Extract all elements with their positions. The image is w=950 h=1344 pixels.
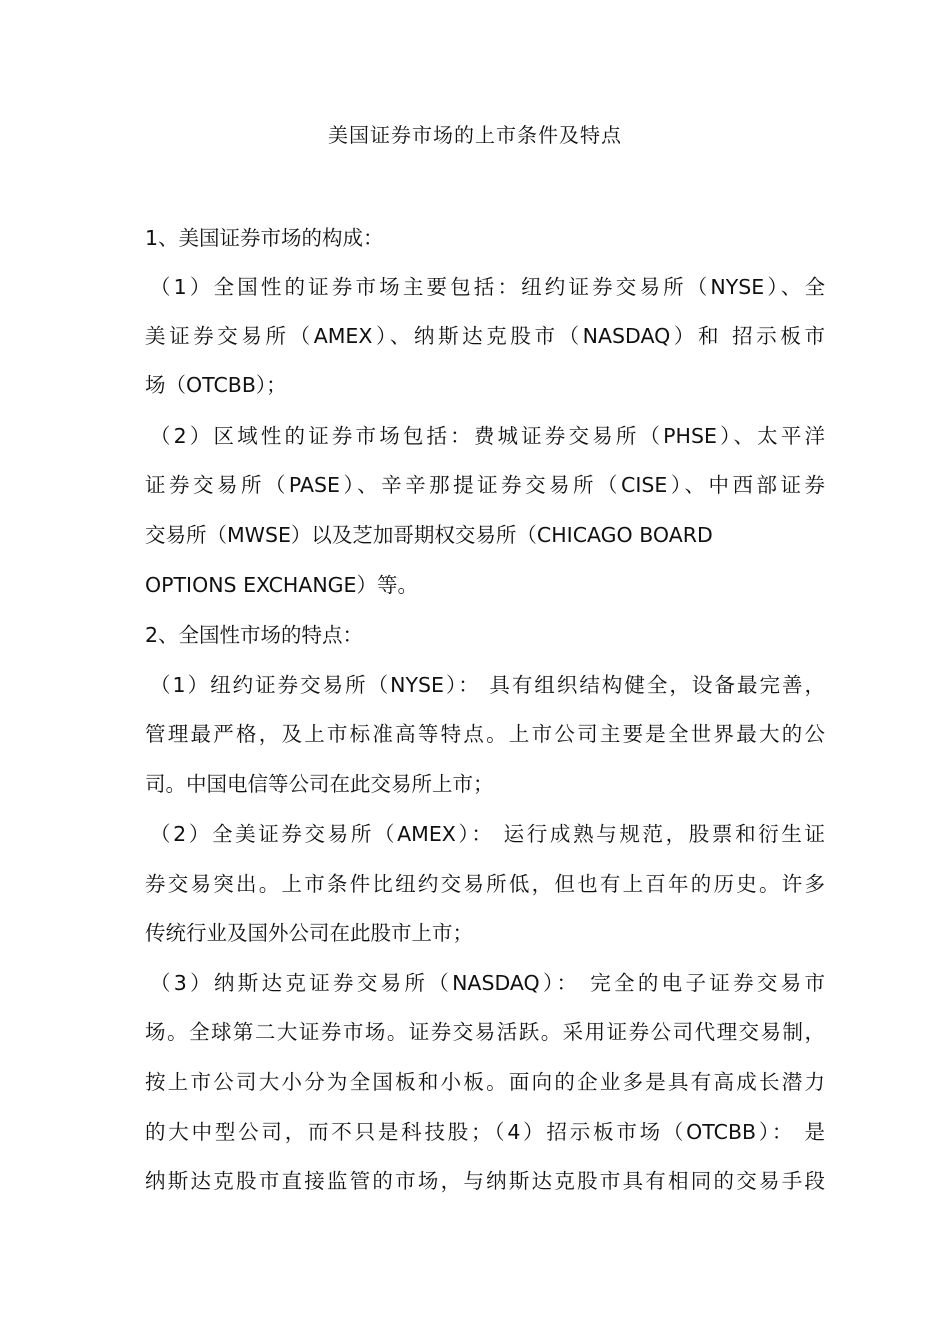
paragraph-line: 传统行业及国外公司在此股市上市； xyxy=(145,921,473,945)
paragraph-line: 司。中国电信等公司在此交易所上市； xyxy=(145,772,494,796)
paragraph-line: （1）全国性的证券市场主要包括：纽约证券交易所（NYSE）、全 xyxy=(150,275,825,299)
paragraph-line: 交易所（MWSE）以及芝加哥期权交易所（CHICAGO BOARD xyxy=(145,523,713,547)
paragraph-line: （2）区域性的证券市场包括：费城证券交易所（PHSE）、太平洋 xyxy=(150,424,825,448)
section-heading-2: 2、全国性市场的特点： xyxy=(145,623,364,647)
paragraph-line: （3）纳斯达克证券交易所（NASDAQ）： 完全的电子证券交易市 xyxy=(150,971,825,995)
paragraph-line: 场（OTCBB）； xyxy=(145,373,287,397)
paragraph-line: 券交易突出。上市条件比纽约交易所低，但也有上百年的历史。许多 xyxy=(145,872,825,896)
paragraph-line: 管理最严格，及上市标准高等特点。上市公司主要是全世界最大的公 xyxy=(145,722,825,746)
paragraph-line: 美证券交易所（AMEX）、纳斯达克股市（NASDAQ）和 招示板市 xyxy=(145,324,825,348)
paragraph-line: 纳斯达克股市直接监管的市场，与纳斯达克股市具有相同的交易手段 xyxy=(145,1169,825,1193)
paragraph-line: OPTIONS EXCHANGE）等。 xyxy=(145,573,418,597)
section-heading-1: 1、美国证券市场的构成： xyxy=(145,226,384,250)
paragraph-line: （2）全美证券交易所（AMEX）： 运行成熟与规范，股票和衍生证 xyxy=(150,822,825,846)
paragraph-line: 按上市公司大小分为全国板和小板。面向的企业多是具有高成长潜力 xyxy=(145,1070,825,1094)
paragraph-line: （1）纽约证券交易所（NYSE）： 具有组织结构健全，设备最完善， xyxy=(150,673,825,697)
paragraph-line: 场。全球第二大证券市场。证券交易活跃。采用证券公司代理交易制， xyxy=(145,1020,825,1044)
paragraph-line: 的大中型公司，而不只是科技股；（4）招示板市场（OTCBB）： 是 xyxy=(145,1120,825,1144)
paragraph-line: 证券交易所（PASE）、辛辛那提证券交易所（CISE）、中西部证券 xyxy=(145,473,825,497)
document-title: 美国证券市场的上市条件及特点 xyxy=(328,123,622,147)
